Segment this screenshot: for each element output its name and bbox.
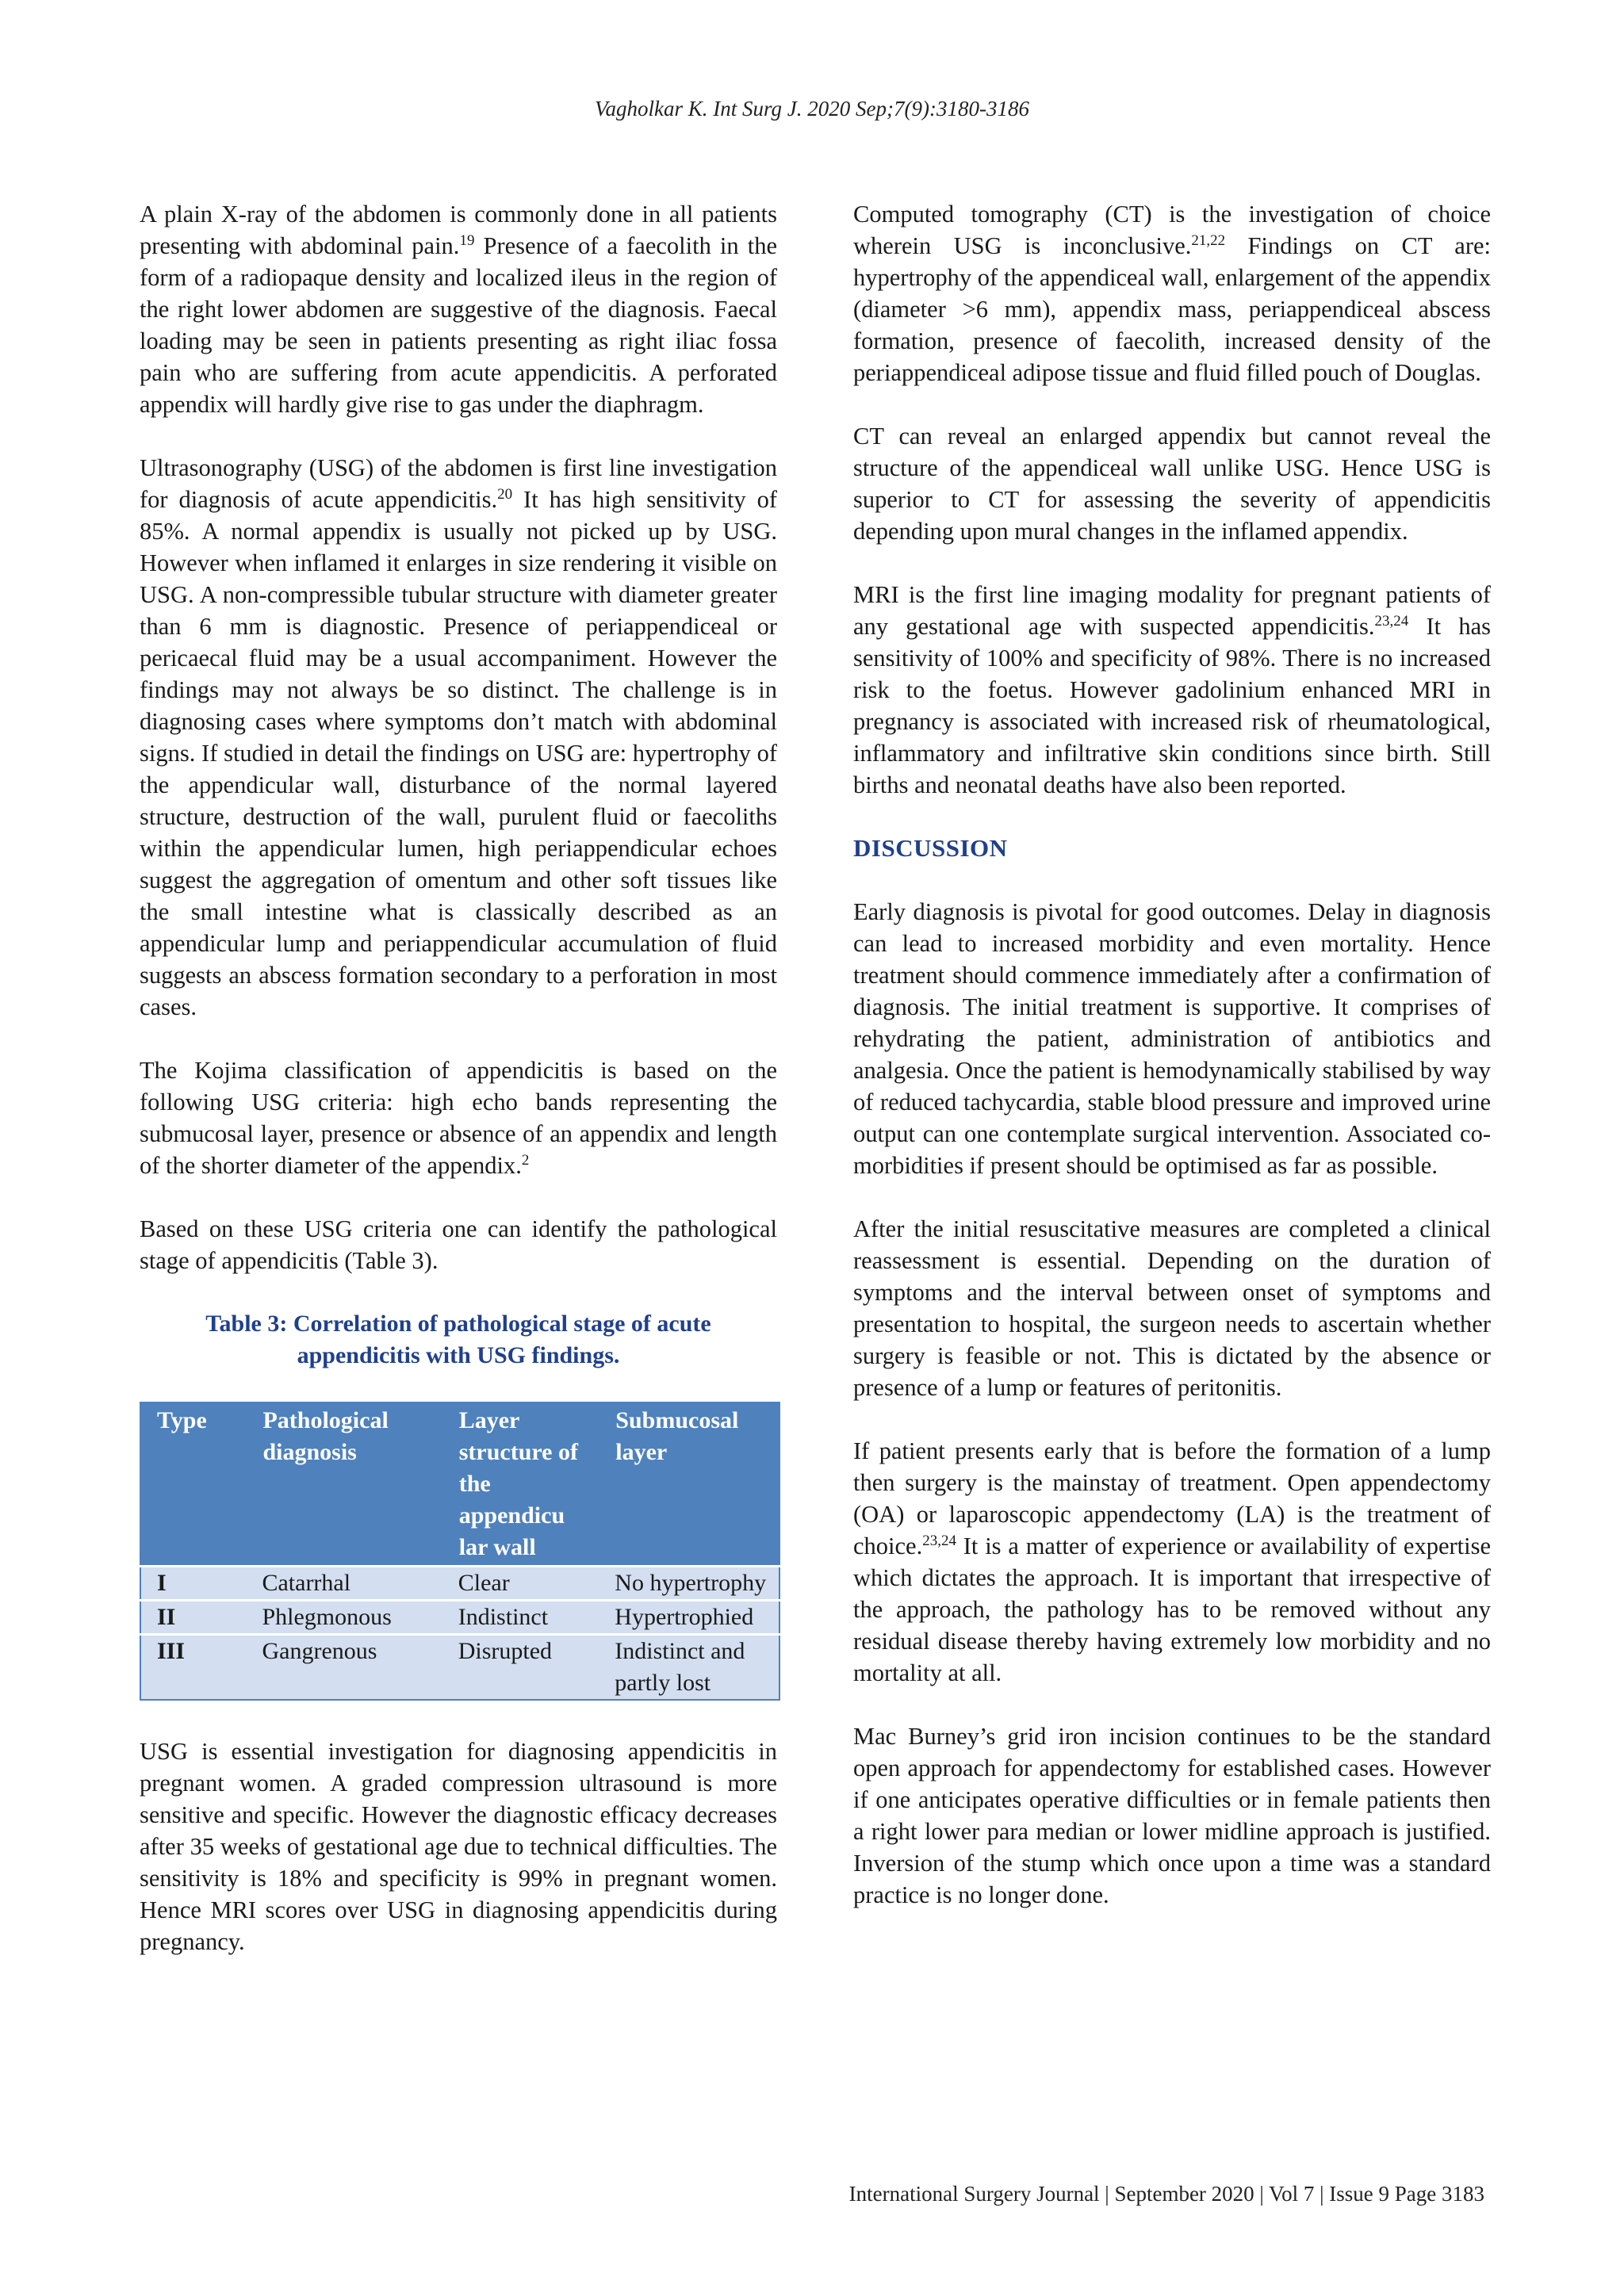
citation: 19 [459,232,475,249]
table-cell: Phlegmonous [246,1601,442,1635]
table-header-row [140,1402,779,1567]
table-cell: No hypertrophy [599,1567,779,1601]
table-cell: III [140,1635,246,1701]
table-row [140,1567,779,1601]
table-cell: I [140,1567,246,1601]
section-heading-discussion: DISCUSSION [853,834,1008,862]
table-caption: Table 3: Correlation of pathological stage of acute appendicitis with USG findings. [205,1311,711,1368]
paragraph-usg: Ultrasonography (USG) of the abdomen is first line investigation for diagnosis of acute appendicitis.$^{20}$ It has high sensitivity of 85%. A normal appendix is usually not picked up by USG. However when inflamed it enlarges in size rendering it visible on USG. A non-compressible tubular structure with diameter greater than 6 mm is diagnostic. Presence of periappendiceal or pericaecal fluid may be a usual accompaniment. However the findings may not always be so distinct. The challenge is in diagnosing cases where symptoms don’t match with abdominal signs. If studied in detail the findings on USG are: hypertrophy of the appendicular wall, disturbance of the normal layered structure, destruction of the wall, purulent fluid or faecoliths within the appendicular lumen, high periappendicular echoes suggest the aggregation of omentum and other soft tissues like the small intestine what is classically described as an appendicular lump and periappendicular accumulation of fluid suggests an abscess formation secondary to a perforation in most cases. [140,454,777,1020]
paragraph-ct-vs-usg: CT can reveal an enlarged appendix but cannot reveal the structure of the appendiceal wall unlike USG. Hence USG is superior to CT for assessing the severity of appendicitis depending upon mural changes in the inflamed appendix. [853,423,1491,545]
running-head: Vagholkar K. Int Surg J. 2020 Sep;7(9):3180-3186 [595,97,1029,121]
citation: 20 [497,486,513,503]
table-header-cell: Layer structure of the appendicu lar wall [442,1402,599,1567]
paragraph-mri: MRI is the first line imaging modality for pregnant patients of any gestational age with suspected appendicitis.$^{23,24}$ It has sensitivity of 100% and specificity of 98%. There is no increased risk to the foetus. However gadolinium enhanced MRI in pregnancy is associated with increased risk of rheumatological, inflammatory and infiltrative skin conditions since birth. Still births and neonatal deaths have also been reported. [853,581,1491,798]
table-cell: Clear [442,1567,599,1601]
table-cell: Disrupted [442,1635,599,1701]
table-cell: Indistinct and partly lost [599,1635,779,1701]
table-cell: II [140,1601,246,1635]
table-header-cell: Pathological diagnosis [246,1402,442,1567]
citation: 21,22 [1191,232,1226,249]
left-column [140,198,777,1989]
paragraph-usg-pregnancy: USG is essential investigation for diagnosing appendicitis in pregnant women. A graded compression ultrasound is more sensitive and specific. However the diagnostic efficacy decreases after 35 weeks of gestational age due to technical difficulties. The sensitivity is 18% and specificity is 99% in pregnant women. Hence MRI scores over USG in diagnosing appendicitis during pregnancy. [140,1738,777,1955]
paragraph-incision: Mac Burney’s grid iron incision continues to be the standard open approach for appendectomy for established cases. However if one anticipates operative difficulties or in female patients then a right lower para median or lower midline approach is justified. Inversion of the stump which once upon a time was a standard practice is no longer done. [853,1723,1491,1908]
paragraph-kojima: The Kojima classification of appendicitis is based on the following USG criteria: high echo bands representing the submucosal layer, presence or absence of an appendix and length of the shorter diameter of the appendix.$^2$ [140,1057,777,1179]
citation: 23,24 [922,1533,956,1549]
table-row [140,1601,779,1635]
table-cell: Hypertrophied [599,1601,779,1635]
paragraph-reassessment: After the initial resuscitative measures are completed a clinical reassessment is essential. Depending on the duration of symptoms and the interval between onset of symptoms and presentation to hospital, the surgeon needs to ascertain whether surgery is feasible or not. This is dictated by the absence or presence of a lump or features of peritonitis. [853,1215,1491,1401]
table-cell: Catarrhal [246,1567,442,1601]
table-header-cell: Submucosal layer [599,1402,779,1567]
citation: 2 [521,1152,530,1169]
page-footer: International Surgery Journal | September 2020 | Vol 7 | Issue 9 Page 3183 [848,2182,1484,2206]
paragraph-surgery: If patient presents early that is before the formation of a lump then surgery is the mainstay of treatment. Open appendectomy (OA) or laparoscopic appendectomy (LA) is the treatment of choice.$^{23,24}$ It is a matter of experience or availability of expertise which dictates the approach. It is important that irrespective of the approach, the pathology has to be removed without any residual disease thereby having extremely low morbidity and no mortality at all. [853,1437,1491,1686]
paragraph-usg-criteria: Based on these USG criteria one can identify the pathological stage of appendicitis (Table 3). [140,1215,777,1274]
table-usg-findings [140,1402,780,1701]
paragraph-ct: Computed tomography (CT) is the investigation of choice wherein USG is inconclusive.$^{21,22}$ Findings on CT are: hypertrophy of the appendiceal wall, enlargement of the appendix (diameter >6 mm), appendix mass, periappendiceal abscess formation, presence of faecolith, increased density of the periappendiceal adipose tissue and fluid filled pouch of Douglas. [853,201,1491,386]
citation: 23,24 [1374,613,1409,629]
table-row [140,1635,779,1701]
table-cell: Gangrenous [246,1635,442,1701]
paragraph-early-diagnosis: Early diagnosis is pivotal for good outcomes. Delay in diagnosis can lead to increased morbidity and even mortality. Hence treatment should commence immediately after a confirmation of diagnosis. The initial treatment is supportive. It comprises of rehydrating the patient, administration of antibiotics and analgesia. Once the patient is hemodynamically stabilised by way of reduced tachycardia, stable blood pressure and improved urine output can one contemplate surgical intervention. Associated co-morbidities if present should be optimised as far as possible. [853,898,1491,1179]
table-cell: Indistinct [442,1601,599,1635]
right-column [853,198,1491,1942]
table-header-cell: Type [140,1402,246,1567]
paragraph-xray: A plain X-ray of the abdomen is commonly done in all patients presenting with abdominal pain.$^{19}$ Presence of a faecolith in the form of a radiopaque density and localized ileus in the region of the right lower abdomen are suggestive of the diagnosis. Faecal loading may be seen in patients presenting as right iliac fossa pain who are suffering from acute appendicitis. A perforated appendix will hardly give rise to gas under the diaphragm. [140,201,777,418]
